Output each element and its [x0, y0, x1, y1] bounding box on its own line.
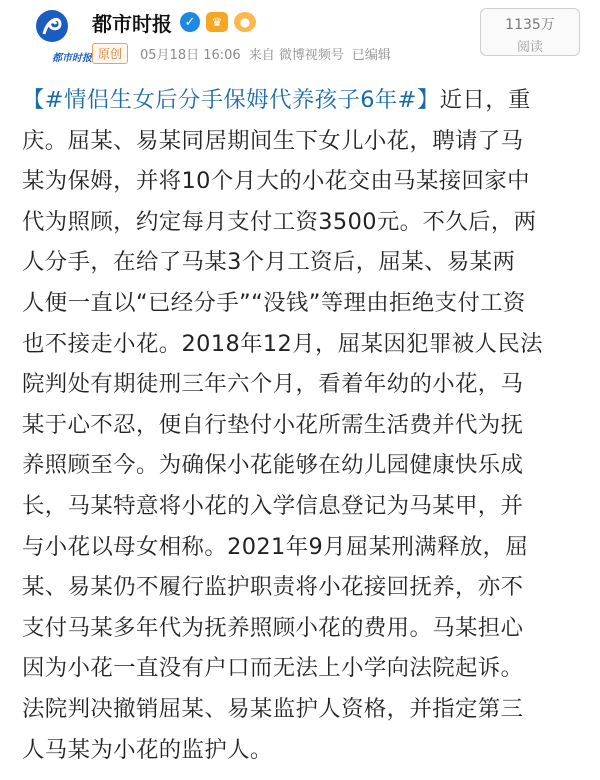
name-row	[92, 8, 256, 36]
article-line: 某为保姆，并将10个月大的小花交由马某接回家中	[22, 168, 530, 195]
article-line: 与小花以母女相称。2021年9月屈某刑满释放，屈	[22, 533, 529, 560]
article-line: 人便一直以“已经分手”“没钱”等理由拒绝支付工资	[22, 289, 526, 316]
article-line: 某、易某仍不履行监护职责将小花接回抚养，亦不	[22, 574, 524, 601]
post-source[interactable]: 来自 微博视频号	[248, 47, 344, 63]
article-line: 法院判决撤销屈某、易某监护人资格，并指定第三	[22, 695, 524, 722]
read-count: 1135万	[505, 17, 555, 33]
post-header	[0, 0, 600, 80]
article-line: 某于心不忍，便自行垫付小花所需生活费并代为抚	[22, 411, 524, 438]
post-meta	[92, 42, 391, 64]
edited-label[interactable]: 已编辑	[351, 47, 391, 63]
read-label: 阅读	[516, 40, 543, 55]
read-count-badge	[480, 8, 580, 56]
avatar[interactable]	[20, 6, 92, 66]
fish-icon: ●	[234, 12, 256, 32]
article-line: 代为照顾，约定每月支付工资3500元。不久后，两	[22, 208, 537, 235]
article-line	[22, 80, 588, 121]
article-line: 院判处有期徒刑三年六个月，看着年幼的小花，马	[22, 371, 524, 398]
article-line: 庆。屈某、易某同居期间生下女儿小花，聘请了马	[22, 127, 524, 154]
crown-icon: ♛	[206, 12, 228, 32]
verified-badge-icon: ✓	[180, 12, 200, 32]
article-text: 近日，重	[439, 87, 531, 113]
article-line: 支付马某多年代为抚养照顾小花的费用。马某担心	[22, 614, 524, 641]
original-badge: 原创	[92, 43, 128, 64]
avatar-caption: 都市时报	[52, 53, 92, 64]
article-line: 也不接走小花。2018年12月，屈某因犯罪被人民法	[22, 330, 543, 357]
article-line: 养照顾至今。为确保小花能够在幼儿园健康快乐成	[22, 452, 524, 479]
article-line: 长，马某特意将小花的入学信息登记为马某甲，并	[22, 492, 524, 519]
logo-icon	[34, 8, 70, 48]
post-body	[22, 80, 588, 770]
post-timestamp: 05月18日 16:06	[140, 47, 241, 63]
article-line: 人马某为小花的监护人。	[22, 736, 273, 763]
topic-link[interactable]: 【#情侣生女后分手保姆代养孩子6年#】	[22, 87, 440, 113]
article-line: 因为小花一直没有户口而无法上小学向法院起诉。	[22, 655, 524, 682]
article-line: 人分手，在给了马某3个月工资后，屈某、易某两	[22, 249, 516, 276]
account-name[interactable]: 都市时报	[92, 11, 172, 36]
